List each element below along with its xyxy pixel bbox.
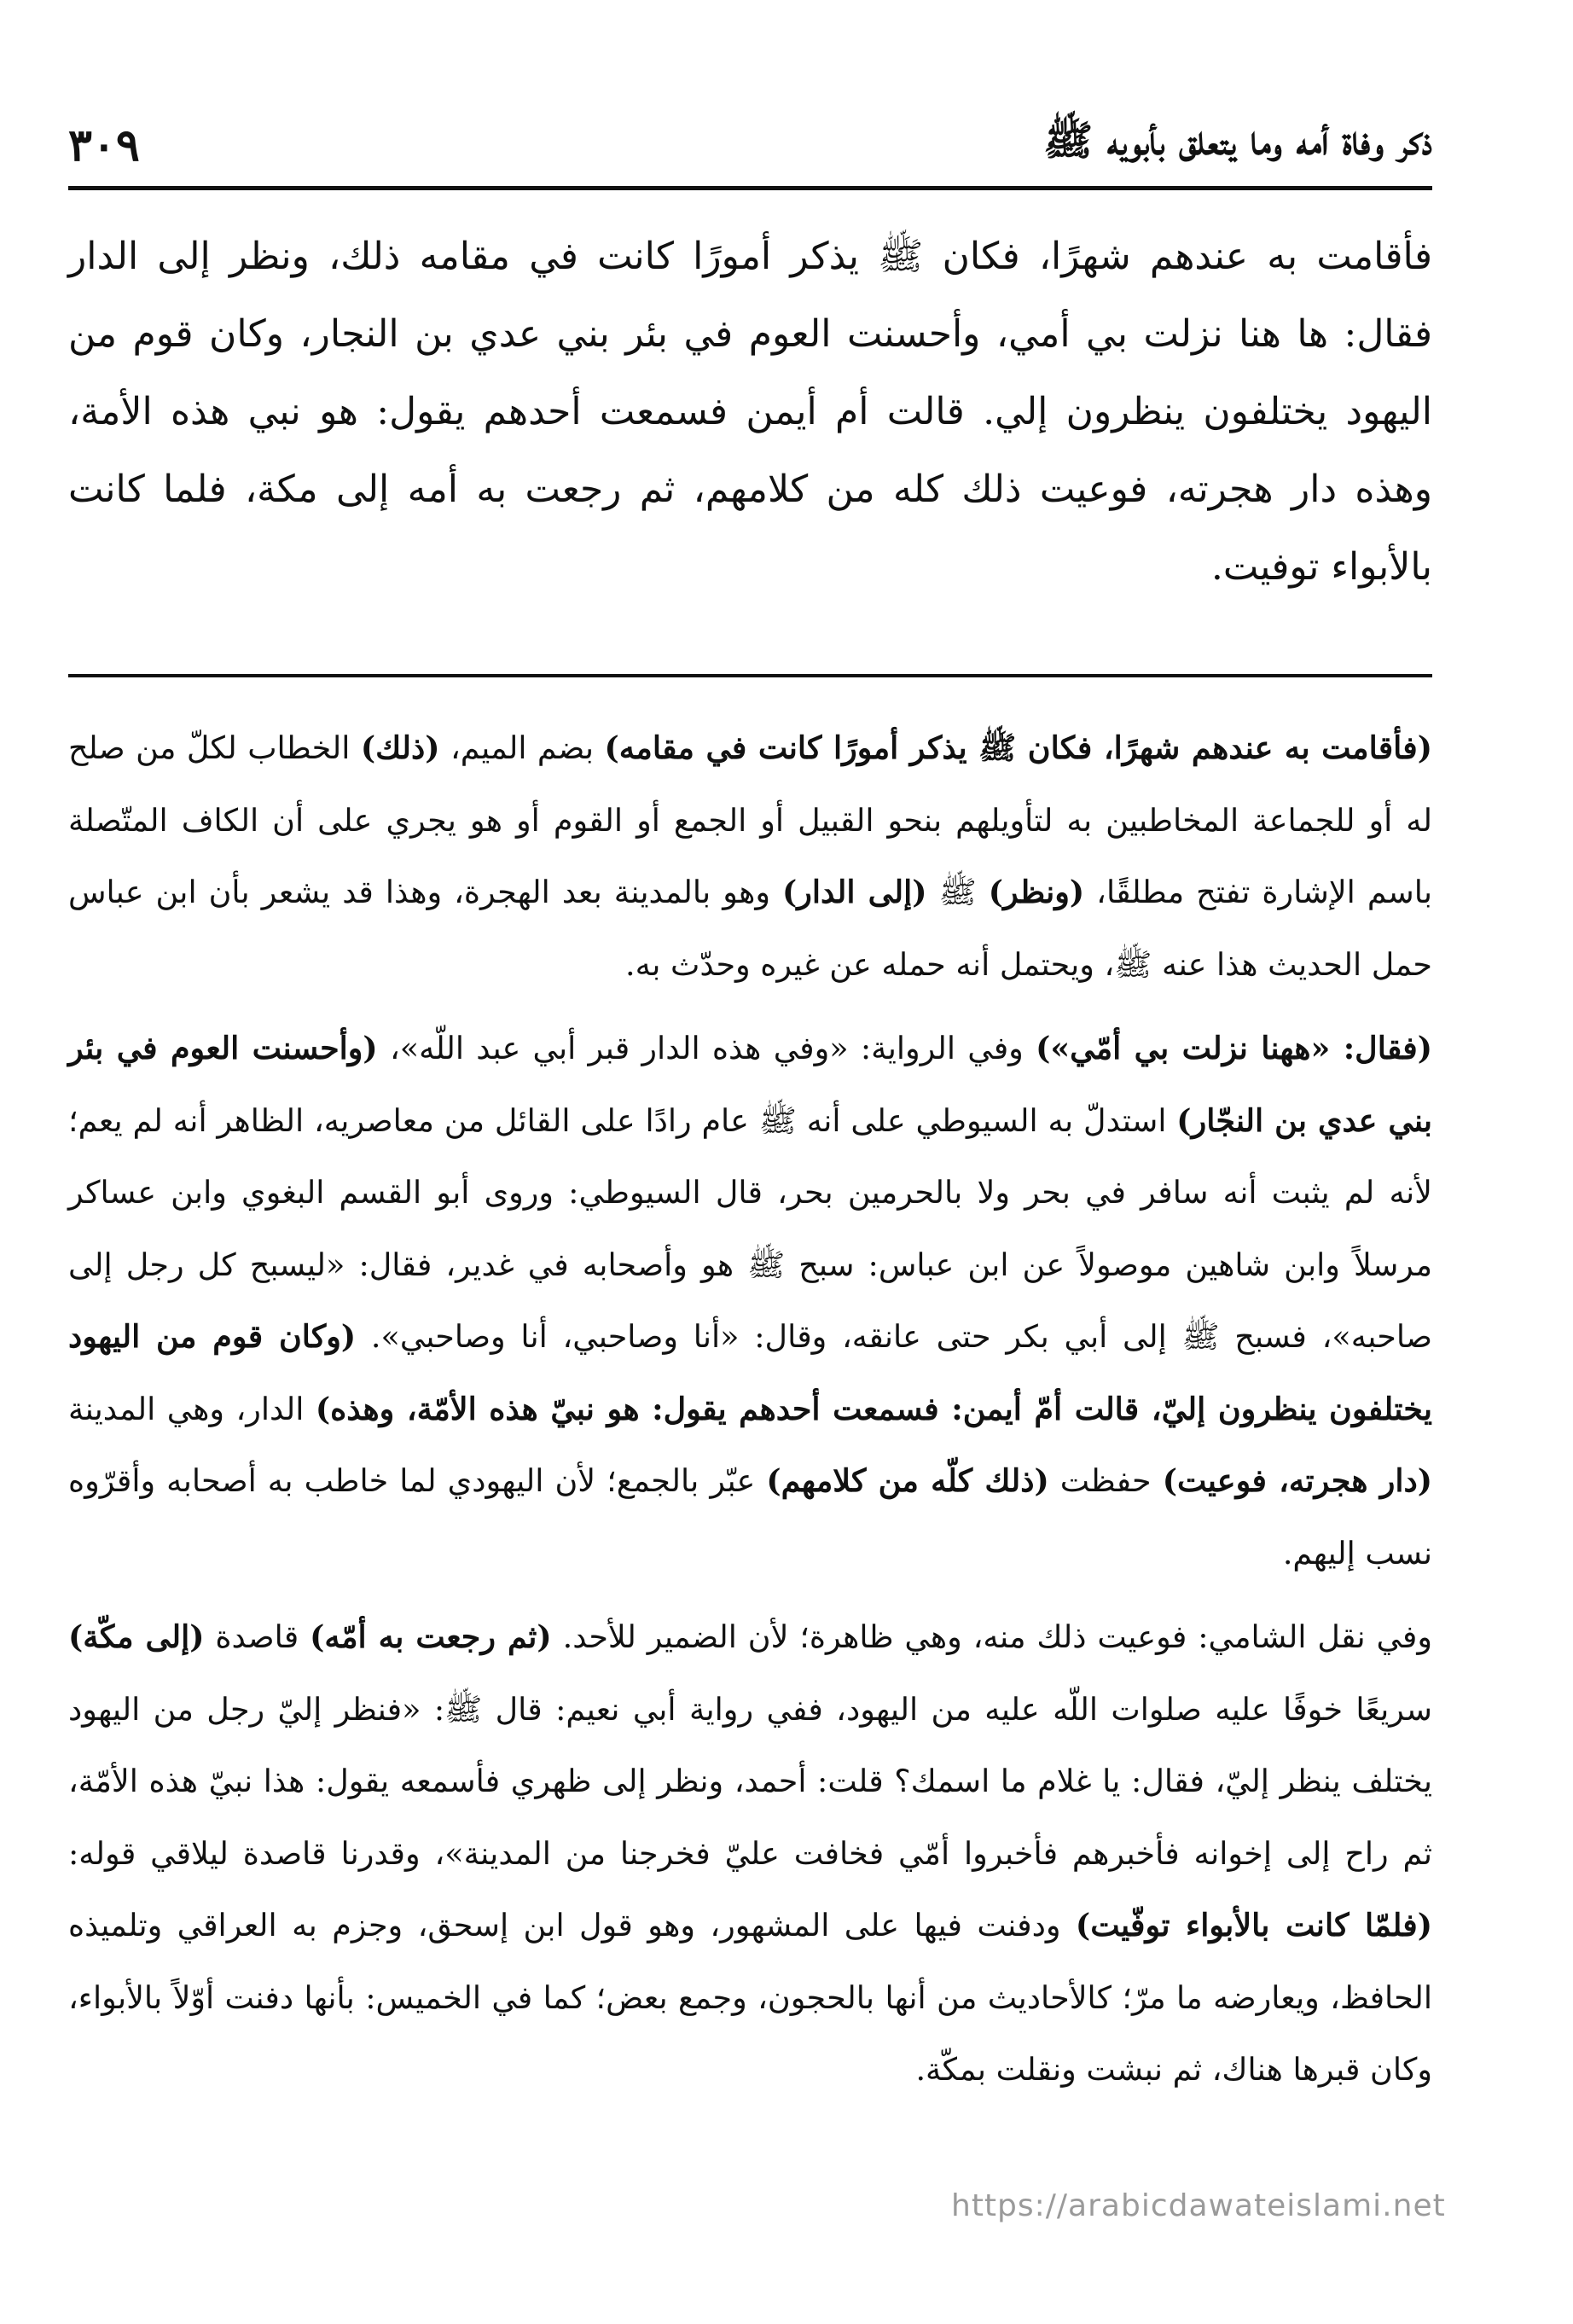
- commentary-text-segment: وفي الرواية: «وفي هذه الدار قبر أبي عبد اللّه»،: [377, 1030, 1036, 1066]
- commentary-text-segment: الخطاب لكلّ من صلح له أو للجماعة المخاطبين به لتأويلهم بنحو القبيل أو الجمع أو القوم أو هو يجري على أن الكاف المتّصلة باسم الإشارة تفتح مطلقًا،: [68, 729, 1432, 910]
- quoted-text-segment: (إلى مكّة): [68, 1618, 205, 1655]
- commentary-paragraph-3: [68, 1601, 1432, 2106]
- commentary-text-segment: الدار، وهي المدينة: [68, 1390, 316, 1427]
- quoted-text-segment: (ذلك): [360, 729, 440, 766]
- commentary-text-segment: وهو بالمدينة بعد الهجرة، وهذا قد يشعر بأن ابن عباس حمل الحديث هذا عنه ﷺ، ويحتمل أنه حمله عن غيره وحدّث به.: [68, 874, 1432, 983]
- commentary-text-segment: ﷺ: [926, 874, 989, 910]
- header-divider: [68, 186, 1432, 190]
- main-hadith-text: فأقامت به عندهم شهرًا، فكان ﷺ يذكر أمورًا كانت في مقامه ذلك، ونظر إلى الدار فقال: ها هنا نزلت بي أمي، وأحسنت العوم في بئر بني عدي بن النجار، وكان قوم من اليهود يختلفون ينظرون إلي. قالت أم أيمن فسمعت أحدهم يقول: هو نبي هذه الأمة، وهذه دار هجرته، فوعيت ذلك كله من كلامهم، ثم رجعت به أمه إلى مكة، فلما كانت بالأبواء توفيت.: [68, 235, 1432, 589]
- commentary-text-segment: سريعًا خوفًا عليه صلوات اللّه عليه من اليهود، ففي رواية أبي نعيم: قال ﷺ: «فنظر إليّ رجل من اليهود يختلف ينظر إليّ، فقال: يا غلام ما اسمك؟ قلت: أحمد، ونظر إلى ظهري فأسمعه يقول: هذا نبيّ هذه الأمّة، ثم راح إلى إخوانه فأخبرهم فأخبروا أمّي فخافت عليّ فخرجنا من المدينة»، وقدرنا قاصدة ليلاقي قوله:: [68, 1690, 1432, 1872]
- page-number: ٣٠٩: [68, 119, 140, 171]
- quoted-text-segment: (ونظر): [988, 874, 1085, 910]
- commentary-text-segment: وفي نقل الشامي: فوعيت ذلك منه، وهي ظاهرة؛ لأن الضمير للأحد.: [551, 1618, 1432, 1655]
- quoted-text-segment: (ذلك كلّه من كلامهم): [766, 1462, 1049, 1499]
- commentary-section: [68, 712, 1432, 2118]
- quoted-text-segment: (فأقامت به عندهم شهرًا، فكان ﷺ يذكر أمورًا كانت في مقامه): [604, 729, 1432, 766]
- quoted-text-segment: (فلمّا كانت بالأبواء توفّيت): [1075, 1907, 1432, 1943]
- commentary-text-segment: ودفنت فيها على المشهور، وهو قول ابن إسحق، وجزم به العراقي وتلميذه الحافظ، ويعارضه ما مرّ؛ كالأحاديث من أنها بالحجون، وجمع بعض؛ كما في الخميس: بأنها دفنت أوّلاً بالأبواء، وكان قبرها هناك، ثم نبشت ونقلت بمكّة.: [68, 1907, 1432, 2088]
- quoted-text-segment: (وكان قوم من اليهود يختلفون ينظرون إليّ، قالت أمّ أيمن: فسمعت أحدهم يقول: هو نبيّ هذه الأمّة، وهذه): [68, 1318, 1432, 1427]
- running-title: ذكر وفاة أمه وما يتعلق بأبويه ﷺ: [1043, 116, 1432, 165]
- section-divider: [68, 674, 1432, 677]
- quoted-text-segment: (إلى الدار): [782, 874, 927, 910]
- quoted-text-segment: (دار هجرته، فوعيت): [1162, 1462, 1432, 1499]
- page-header: [68, 107, 1432, 183]
- watermark-url: https://arabicdawateislami.net: [951, 2188, 1446, 2223]
- quoted-text-segment: (فقال: «ههنا نزلت بي أمّي»): [1036, 1030, 1433, 1066]
- commentary-text-segment: استدلّ به السيوطي على أنه ﷺ عام رادًا على القائل من معاصريه، الظاهر أنه لم يعم؛ لأنه لم يثبت أنه سافر في بحر ولا بالحرمين بحر، قال السيوطي: وروى أبو القسم البغوي وابن عساكر مرسلاً وابن شاهين موصولاً عن ابن عباس: سبح ﷺ هو وأصحابه في غدير، فقال: «ليسبح كل رجل إلى صاحبه»، فسبح ﷺ إلى أبي بكر حتى عانقه، وقال: «أنا وصاحبي، أنا وصاحبي».: [68, 1101, 1432, 1355]
- commentary-text-segment: بضم الميم،: [439, 729, 605, 766]
- commentary-text-segment: عبّر بالجمع؛ لأن اليهودي لما خاطب به أصحابه وأقرّوه نسب إليهم.: [68, 1462, 1432, 1572]
- commentary-text-segment: حفظت: [1048, 1462, 1163, 1499]
- commentary-text-segment: قاصدة: [204, 1618, 311, 1655]
- quoted-text-segment: (ثم رجعت به أمّه): [310, 1618, 552, 1655]
- commentary-paragraph-1: [68, 712, 1432, 1001]
- quoted-text-segment: (وأحسنت العوم في بئر بني عدي بن النجّار): [68, 1030, 1432, 1139]
- commentary-paragraph-2: [68, 1013, 1432, 1589]
